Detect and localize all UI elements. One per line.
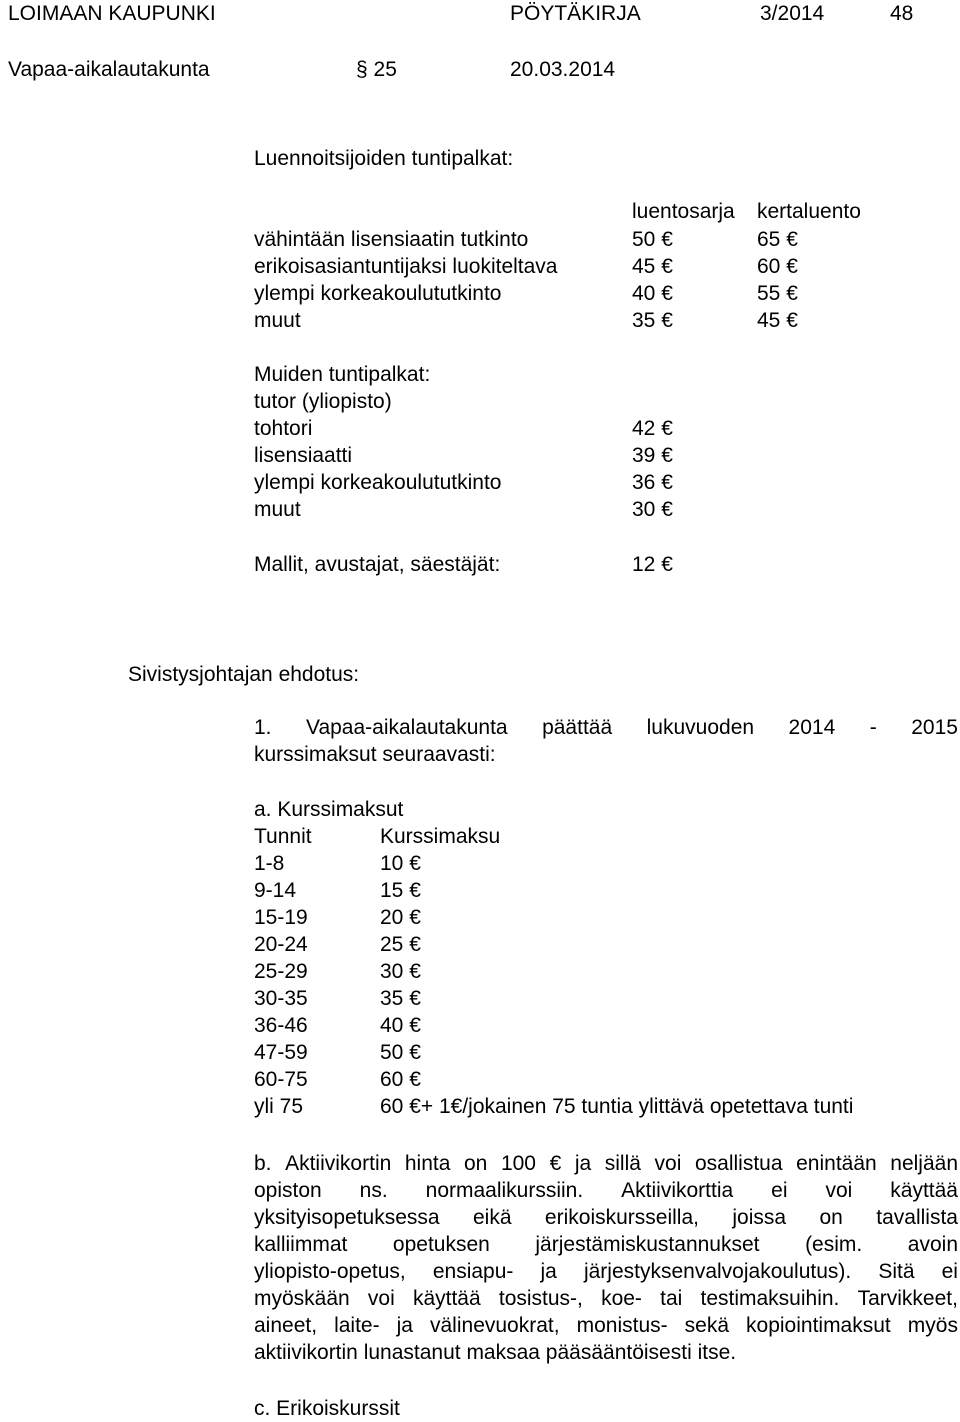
word: ns. xyxy=(359,1179,388,1202)
activity-card-line: aktiivikortin lunastanut maksaa pääsääntöisesti itse. xyxy=(254,1341,737,1364)
word: järjestyksenvalvojakoulutus). xyxy=(583,1260,852,1283)
word: kalliimmat xyxy=(254,1233,348,1256)
word: monistus- xyxy=(576,1314,668,1337)
word: käyttää xyxy=(890,1179,958,1202)
other-wage-label: lisensiaatti xyxy=(254,444,353,467)
other-wage-value: 30 € xyxy=(632,498,673,521)
activity-card-line xyxy=(254,1150,958,1177)
word: ja xyxy=(396,1314,413,1337)
word: ei xyxy=(941,1260,958,1283)
word: eikä xyxy=(472,1206,512,1229)
fee-hours: 20-24 xyxy=(254,933,308,956)
word: enintään xyxy=(796,1152,877,1175)
word: ja xyxy=(540,1260,557,1283)
wage-row-label: vähintään lisensiaatin tutkinto xyxy=(254,228,529,251)
activity-card-line xyxy=(254,1177,958,1204)
activity-card-line xyxy=(254,1285,958,1312)
other-wage-label: ylempi korkeakoulututkinto xyxy=(254,471,502,494)
fee-amount: 40 € xyxy=(380,1014,421,1037)
fee-amount: 20 € xyxy=(380,906,421,929)
word: avoin xyxy=(907,1233,958,1256)
word: ei xyxy=(771,1179,788,1202)
word: tai xyxy=(660,1287,683,1310)
wage-row-series: 45 € xyxy=(632,255,673,278)
word: ensiapu- xyxy=(432,1260,514,1283)
word: voi xyxy=(825,1179,853,1202)
proposal-heading: Sivistysjohtajan ehdotus: xyxy=(128,663,360,686)
fee-amount: 15 € xyxy=(380,879,421,902)
doc-number: 3/2014 xyxy=(760,2,825,25)
word: opetuksen xyxy=(392,1233,490,1256)
word: ja xyxy=(574,1152,592,1175)
proposal-line: kurssimaksut seuraavasti: xyxy=(254,743,496,766)
fee-amount: 10 € xyxy=(380,852,421,875)
word: yliopisto-opetus, xyxy=(254,1260,406,1283)
word: (esim. xyxy=(805,1233,863,1256)
wage-row-label: ylempi korkeakoulututkinto xyxy=(254,282,502,305)
wage-row-single: 55 € xyxy=(757,282,798,305)
fee-amount: 30 € xyxy=(380,960,421,983)
fee-hours: 1-8 xyxy=(254,852,285,875)
word: b. xyxy=(254,1152,272,1175)
word: kopiointimaksut xyxy=(746,1314,891,1337)
wage-row-series: 35 € xyxy=(632,309,673,332)
activity-card-paragraph xyxy=(254,1150,958,1366)
other-wage-value: 39 € xyxy=(632,444,673,467)
body-name: Vapaa-aikalautakunta xyxy=(8,58,210,81)
lecturer-wages-title: Luennoitsijoiden tuntipalkat: xyxy=(254,147,514,170)
word: osallistua xyxy=(694,1152,783,1175)
fee-amount: 60 €+ 1€/jokainen 75 tuntia ylittävä opetettava tunti xyxy=(380,1095,854,1118)
word: Aktiivikorttia xyxy=(621,1179,734,1202)
word: € xyxy=(549,1152,562,1175)
word: järjestämiskustannukset xyxy=(535,1233,760,1256)
other-wage-value: 36 € xyxy=(632,471,673,494)
fees-col-hours: Tunnit xyxy=(254,825,312,848)
word: voi xyxy=(654,1152,682,1175)
fee-hours: yli 75 xyxy=(254,1095,304,1118)
word: normaalikurssiin. xyxy=(425,1179,584,1202)
activity-card-line xyxy=(254,1312,958,1339)
other-wage-label: muut xyxy=(254,498,301,521)
section-number: § 25 xyxy=(356,58,397,81)
fees-title: a. Kurssimaksut xyxy=(254,798,404,821)
word: tavallista xyxy=(876,1206,958,1229)
wage-row-single: 45 € xyxy=(757,309,798,332)
word: välinevuokrat, xyxy=(430,1314,560,1337)
word: myöskään xyxy=(254,1287,350,1310)
wage-row-series: 40 € xyxy=(632,282,673,305)
fee-amount: 35 € xyxy=(380,987,421,1010)
fee-hours: 25-29 xyxy=(254,960,308,983)
special-courses-title: c. Erikoiskurssit xyxy=(254,1397,400,1420)
other-wage-label: tohtori xyxy=(254,417,313,440)
page-number: 48 xyxy=(890,2,914,25)
other-wages-title: Muiden tuntipalkat: xyxy=(254,363,431,386)
word: joissa xyxy=(732,1206,787,1229)
word: laite- xyxy=(334,1314,380,1337)
word: myös xyxy=(907,1314,958,1337)
activity-card-line xyxy=(254,1231,958,1258)
proposal-paragraph xyxy=(254,714,958,768)
models-value: 12 € xyxy=(632,553,673,576)
word: tosistus-, xyxy=(498,1287,583,1310)
word: voi xyxy=(367,1287,395,1310)
word: hinta xyxy=(404,1152,451,1175)
activity-card-line xyxy=(254,1204,958,1231)
wage-row-label: muut xyxy=(254,309,301,332)
meeting-date: 20.03.2014 xyxy=(510,58,616,81)
fees-col-fee: Kurssimaksu xyxy=(380,825,501,848)
word: sekä xyxy=(684,1314,729,1337)
word: käyttää xyxy=(412,1287,481,1310)
word: 100 xyxy=(500,1152,536,1175)
wage-row-series: 50 € xyxy=(632,228,673,251)
fee-hours: 47-59 xyxy=(254,1041,308,1064)
doc-type: PÖYTÄKIRJA xyxy=(510,2,641,25)
word: on xyxy=(819,1206,843,1229)
wage-row-single: 65 € xyxy=(757,228,798,251)
word: erikoiskursseilla, xyxy=(544,1206,699,1229)
word: opiston xyxy=(254,1179,322,1202)
word: testimaksuihin. xyxy=(700,1287,840,1310)
fee-hours: 9-14 xyxy=(254,879,297,902)
word: on xyxy=(464,1152,488,1175)
word: aineet, xyxy=(254,1314,318,1337)
models-label: Mallit, avustajat, säestäjät: xyxy=(254,553,501,576)
col-header-single: kertaluento xyxy=(757,200,861,223)
wage-row-label: erikoisasiantuntijaksi luokiteltava xyxy=(254,255,558,278)
word: Tarvikkeet, xyxy=(857,1287,958,1310)
word: Aktiivikortin xyxy=(285,1152,392,1175)
proposal-line: 1. Vapaa-aikalautakunta päättää lukuvuoden 2014 - 2015 xyxy=(254,716,958,739)
fee-hours: 15-19 xyxy=(254,906,308,929)
word: Sitä xyxy=(878,1260,915,1283)
wage-row-single: 60 € xyxy=(757,255,798,278)
word: yksityisopetuksessa xyxy=(254,1206,440,1229)
activity-card-line xyxy=(254,1258,958,1285)
word: sillä xyxy=(604,1152,641,1175)
col-header-series: luentosarja xyxy=(632,200,735,223)
fee-hours: 60-75 xyxy=(254,1068,308,1091)
other-wage-value: 42 € xyxy=(632,417,673,440)
fee-hours: 30-35 xyxy=(254,987,308,1010)
fee-amount: 25 € xyxy=(380,933,421,956)
tutor-subtitle: tutor (yliopisto) xyxy=(254,390,392,413)
org-name: LOIMAAN KAUPUNKI xyxy=(8,2,216,25)
fee-hours: 36-46 xyxy=(254,1014,308,1037)
word: neljään xyxy=(890,1152,958,1175)
fee-amount: 50 € xyxy=(380,1041,421,1064)
fee-amount: 60 € xyxy=(380,1068,421,1091)
word: koe- xyxy=(601,1287,642,1310)
